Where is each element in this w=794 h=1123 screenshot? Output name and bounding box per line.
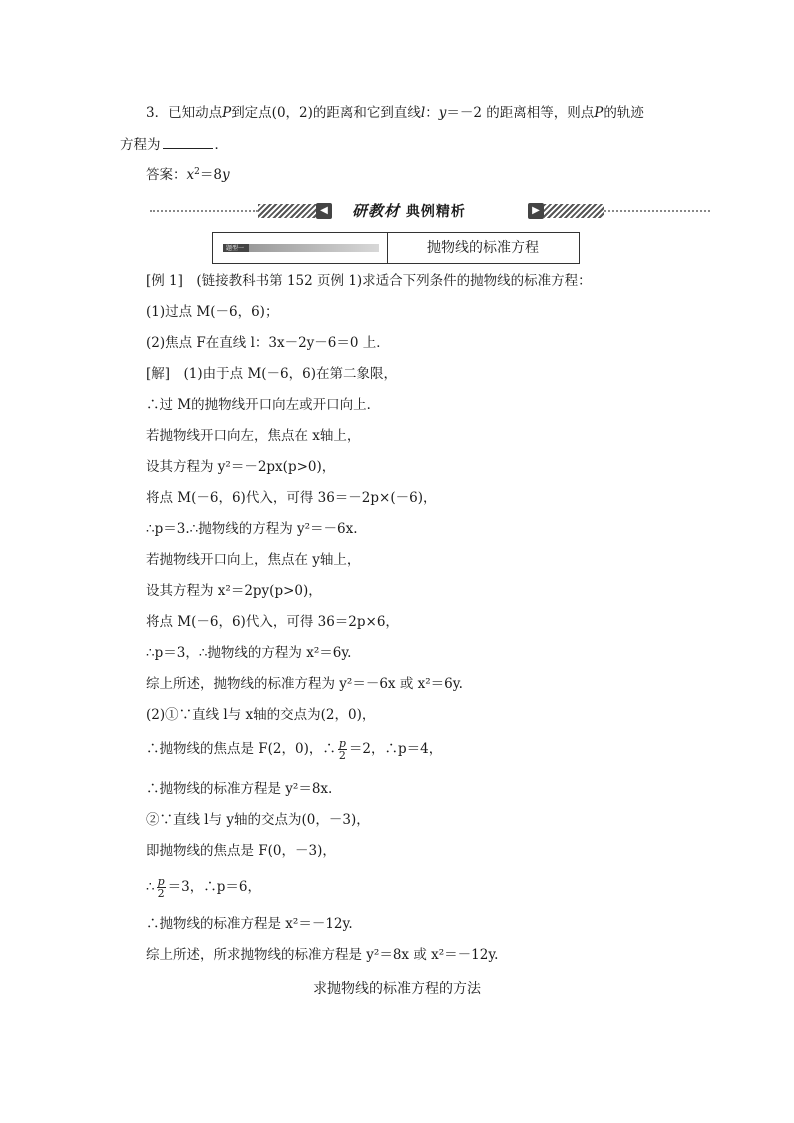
banner-dots-left (150, 210, 258, 212)
fraction-p-over-2 (338, 738, 347, 761)
example-line-15: (2)①∵直线 l与 x轴的交点为(2，0)， (146, 707, 376, 723)
answer-rest: ＝8 (199, 167, 222, 183)
example-line-16-b: ＝2，∴p＝4， (348, 741, 443, 757)
topic-tag-bar (223, 244, 379, 252)
example-line-20-b: ＝3，∴p＝6， (167, 879, 261, 895)
example-line-3: (2)焦点 F在直线 l：3x－2y－6＝0 上． (146, 335, 390, 351)
example-line-21: ∴抛物线的标准方程是 x²＝－12y. (146, 916, 353, 932)
fraction-numerator-b: p (157, 875, 165, 888)
banner-title (352, 200, 466, 221)
problem-3-text-e: 的轨迹 (603, 105, 644, 121)
topic-box (212, 232, 580, 264)
answer-x: x (186, 167, 195, 183)
point-p: P (222, 105, 232, 121)
answer-y: y (221, 167, 230, 183)
example-line-18: ②∵直线 l与 y轴的交点为(0，－3)， (146, 812, 370, 828)
example-line-5: ∴过 M的抛物线开口向左或开口向上． (146, 397, 381, 413)
example-line-9: ∴p＝3.∴抛物线的方程为 y²＝－6x. (146, 521, 358, 537)
banner-arrow-left-icon: ◀ (316, 203, 332, 219)
line-l: l (420, 105, 426, 121)
example-line-19: 即抛物线的焦点是 F(0，－3)， (146, 843, 336, 859)
problem-3-text-b: 到定点(0，2)的距离和它到直线 (231, 105, 421, 121)
fraction-denominator: 2 (338, 749, 346, 762)
banner-title-a: 研教材 (352, 202, 401, 220)
banner-stripe-left (258, 204, 318, 218)
example-line-2: (1)过点 M(－6，6)； (146, 304, 279, 320)
example-line-17: ∴抛物线的标准方程是 y²＝8x. (146, 781, 333, 797)
problem-3-line-1 (146, 104, 644, 122)
banner-stripe-right (544, 204, 604, 218)
fraction-denominator-b: 2 (157, 887, 165, 900)
answer-line (146, 166, 230, 184)
example-line-8: 将点 M(－6，6)代入，可得 36＝－2p×(－6)， (146, 490, 437, 506)
example-line-7: 设其方程为 y²＝－2px(p>0)， (146, 459, 336, 475)
answer-blank (163, 136, 213, 149)
example-line-12: 将点 M(－6，6)代入，可得 36＝2p×6， (146, 614, 399, 630)
banner-dots-right (604, 210, 710, 212)
example-line-20 (146, 876, 261, 899)
example-line-4: [解] (1)由于点 M(－6，6)在第二象限， (146, 366, 397, 382)
answer-exponent: 2 (194, 167, 200, 177)
problem-3-text-d: ＝－2 的距离相等，则点 (446, 105, 595, 121)
example-line-14: 综上所述，抛物线的标准方程为 y²＝－6x 或 x²＝6y. (146, 676, 463, 692)
example-line-16 (146, 738, 442, 761)
banner-title-b: 典例精析 (400, 204, 466, 220)
problem-3-text-c: ： (425, 105, 439, 121)
problem-3-line-2 (120, 136, 228, 154)
example-line-11: 设其方程为 x²＝2py(p>0)， (146, 583, 322, 599)
example-line-1: [例 1] (链接教科书第 152 页例 1)求适合下列条件的抛物线的标准方程： (146, 273, 592, 289)
problem-3-text-g: ． (214, 137, 228, 153)
topic-tag-label: 题型一 (226, 245, 245, 252)
method-title: 求抛物线的标准方程的方法 (313, 981, 481, 997)
section-banner (150, 200, 710, 222)
example-line-10: 若抛物线开口向上，焦点在 y轴上， (146, 552, 361, 568)
problem-3-text-a: 3．已知动点 (146, 105, 223, 121)
example-line-6: 若抛物线开口向左，焦点在 x轴上， (146, 428, 361, 444)
fraction-p-over-2-b (157, 876, 166, 899)
example-line-22: 综上所述，所求抛物线的标准方程是 y²＝8x 或 x²＝－12y. (146, 947, 499, 963)
example-line-20-a: ∴ (146, 879, 155, 895)
fraction-numerator: p (338, 737, 346, 750)
var-y: y (438, 105, 447, 121)
banner-arrow-right-icon: ▶ (528, 203, 544, 219)
example-line-13: ∴p＝3，∴抛物线的方程为 x²＝6y. (146, 645, 352, 661)
problem-3-text-f: 方程为 (120, 137, 161, 153)
point-p-2: P (594, 105, 604, 121)
topic-title: 抛物线的标准方程 (427, 240, 539, 256)
answer-label: 答案： (146, 167, 187, 183)
example-line-16-a: ∴抛物线的焦点是 F(2，0)，∴ (146, 741, 336, 757)
topic-tag-cell (213, 233, 388, 263)
